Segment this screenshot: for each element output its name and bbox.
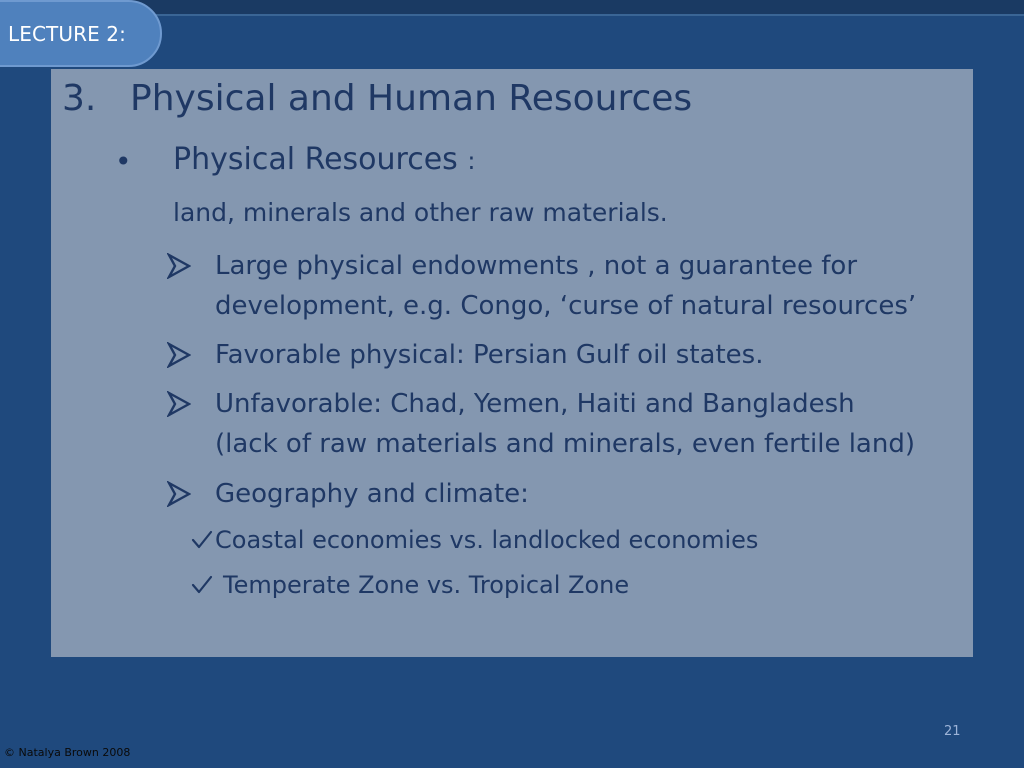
arrow-item-line: Unfavorable: Chad, Yemen, Haiti and Bangladesh bbox=[215, 389, 855, 419]
arrowhead-bullet-icon bbox=[167, 342, 191, 368]
lecture-label: LECTURE 2: bbox=[8, 22, 126, 46]
lecture-tab bbox=[0, 0, 162, 67]
arrowhead-bullet-icon bbox=[167, 481, 191, 507]
page-number: 21 bbox=[944, 724, 961, 739]
check-item-text: Temperate Zone vs. Tropical Zone bbox=[223, 571, 630, 599]
title-text: Physical and Human Resources bbox=[130, 78, 693, 119]
check-item-text: Coastal economies vs. landlocked economies bbox=[215, 526, 759, 554]
checkmark-icon bbox=[191, 574, 213, 596]
arrow-item-line: Geography and climate: bbox=[215, 479, 529, 509]
description: land, minerals and other raw materials. bbox=[173, 198, 668, 227]
arrow-item-line: development, e.g. Congo, ‘curse of natural resources’ bbox=[215, 291, 917, 321]
arrow-item-line: Favorable physical: Persian Gulf oil states. bbox=[215, 340, 764, 370]
bullet-dot: • bbox=[115, 145, 132, 178]
copyright: © Natalya Brown 2008 bbox=[4, 746, 131, 759]
arrow-item-line: (lack of raw materials and minerals, even fertile land) bbox=[215, 429, 915, 459]
arrow-item-line: Large physical endowments , not a guarantee for bbox=[215, 251, 858, 281]
checkmark-icon bbox=[191, 529, 213, 551]
title-number: 3. bbox=[62, 78, 97, 119]
subheading-colon: : bbox=[467, 147, 476, 175]
subheading-text: Physical Resources bbox=[173, 142, 458, 177]
subheading bbox=[173, 142, 475, 177]
arrowhead-bullet-icon bbox=[167, 391, 191, 417]
arrowhead-bullet-icon bbox=[167, 253, 191, 279]
